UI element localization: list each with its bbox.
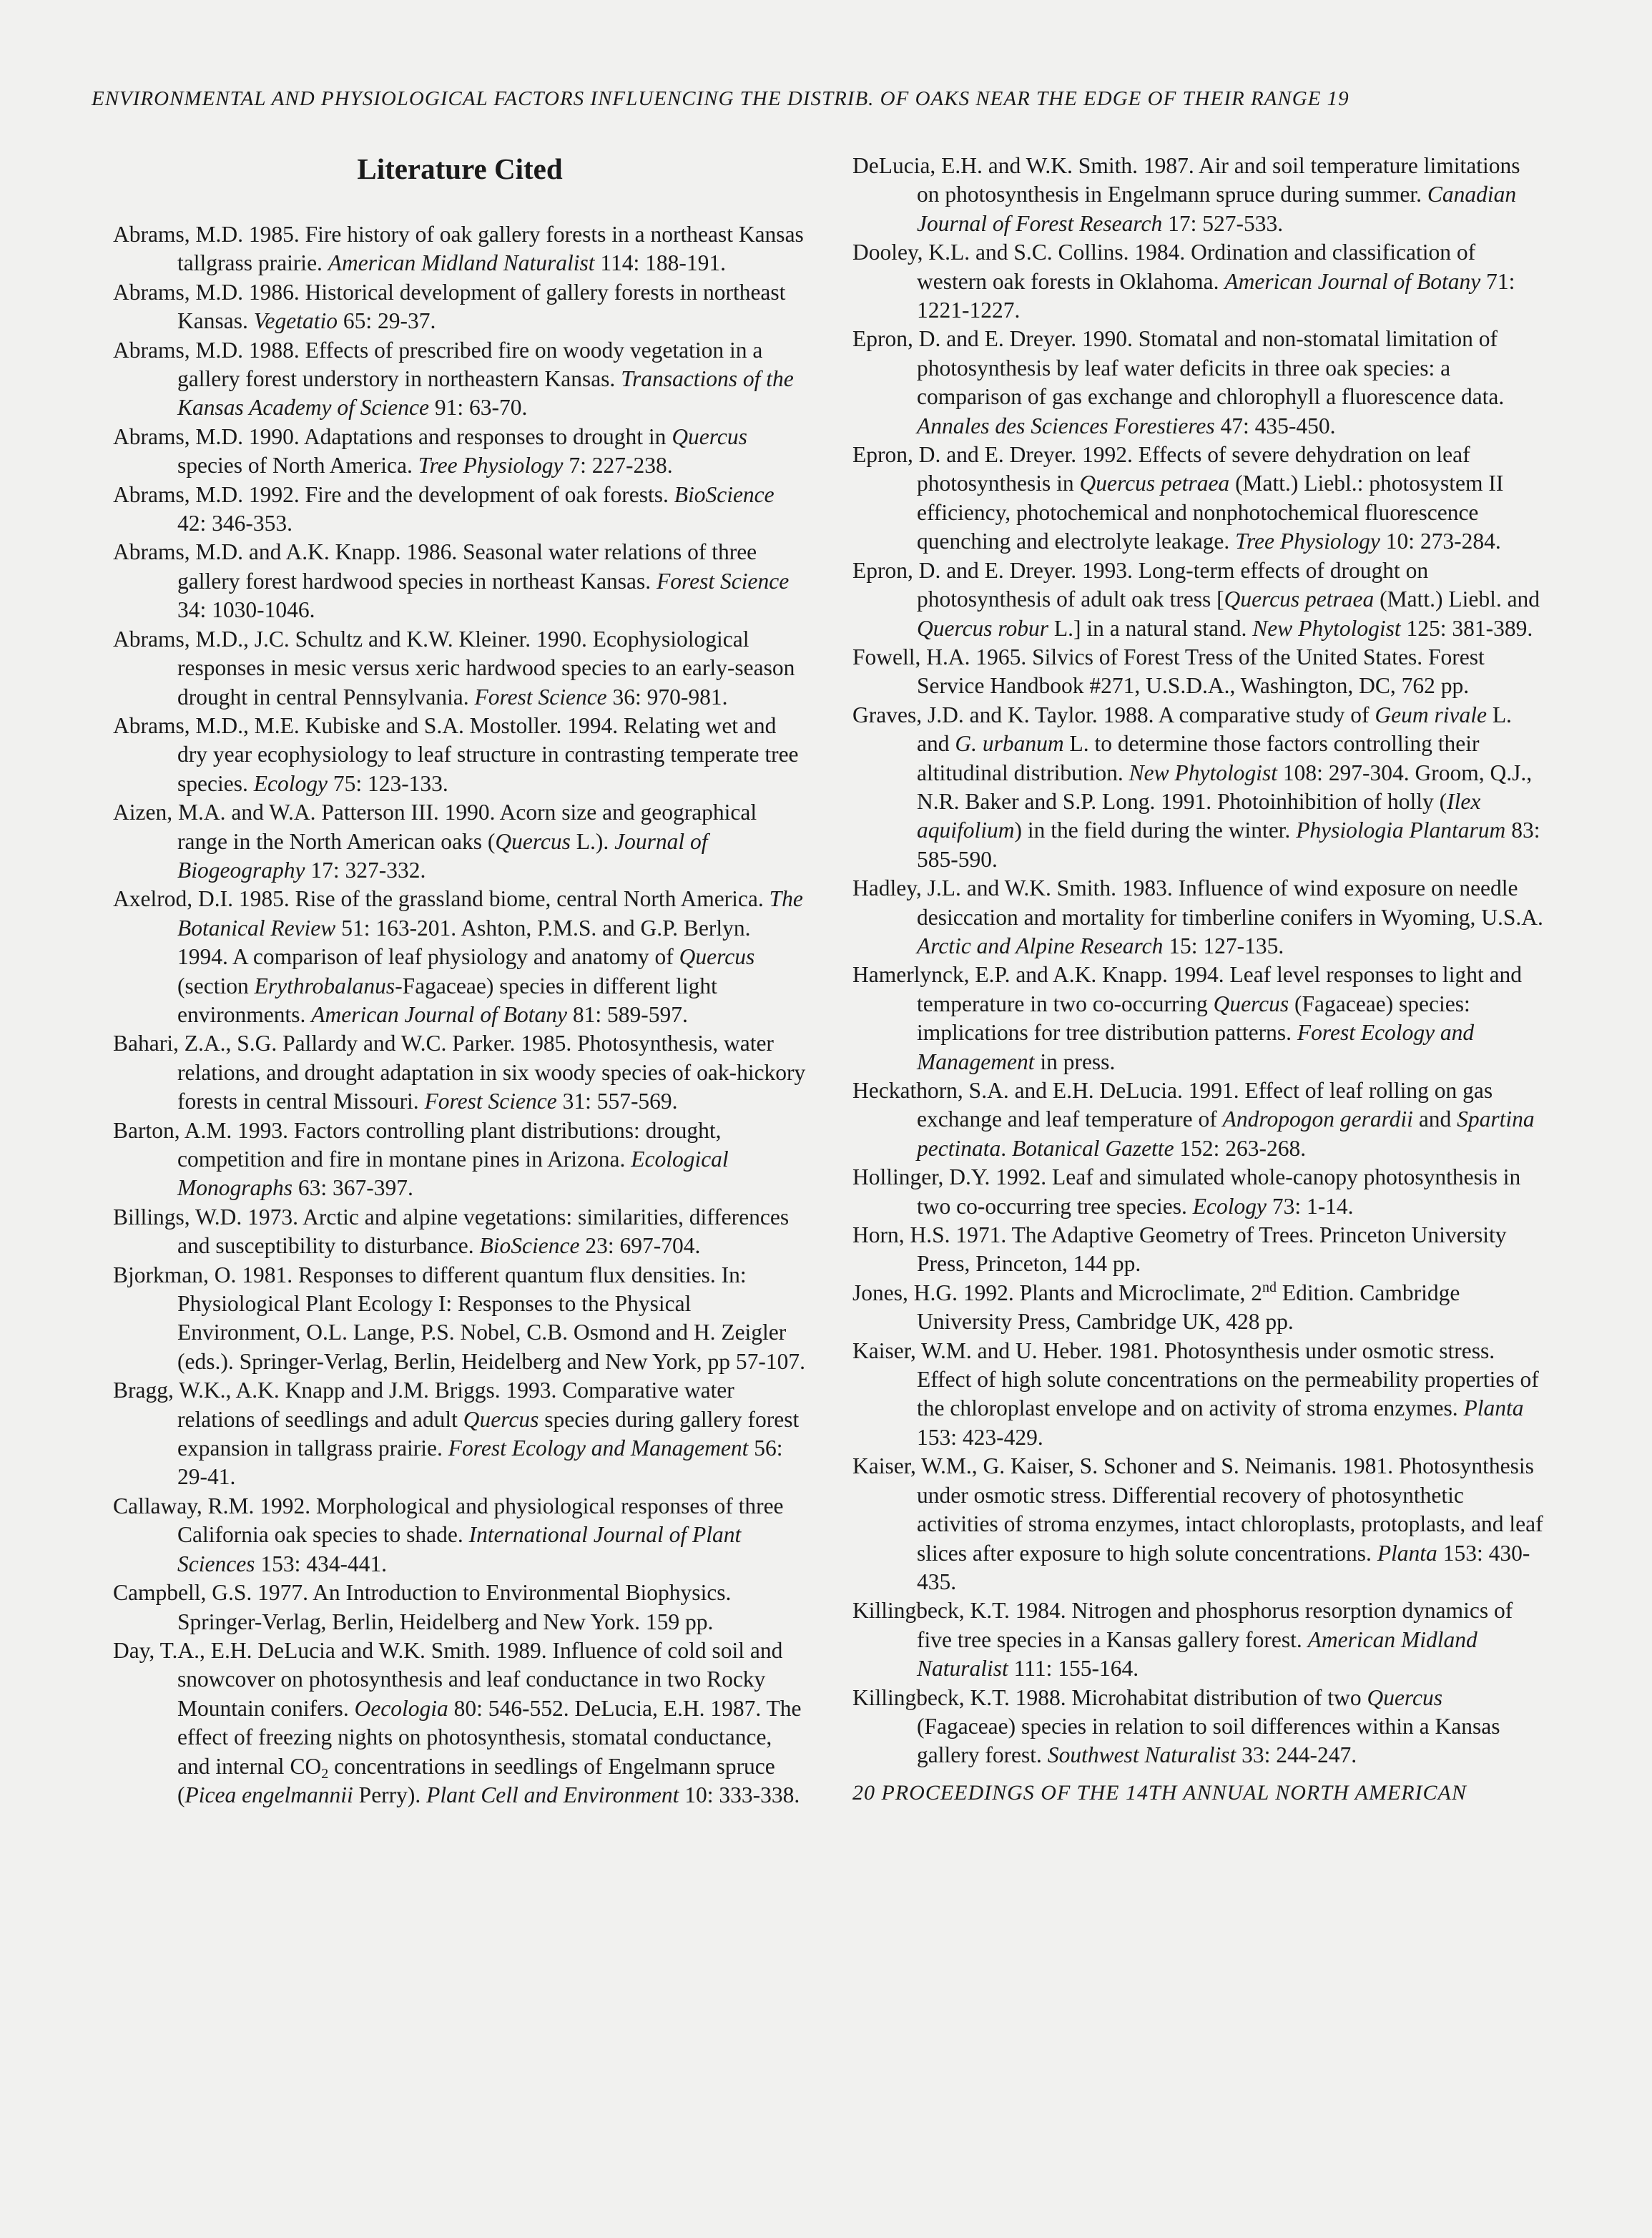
reference-italic: Canadian Journal of Forest Research (917, 182, 1517, 236)
reference-text: (section (177, 973, 255, 998)
reference-entry (852, 325, 1546, 441)
reference-text: species during gallery forest expansion in tallgrass prairie. (177, 1406, 800, 1461)
reference-italic: Picea engelmannii (185, 1782, 353, 1807)
reference-italic: Geum rivale (1375, 702, 1487, 727)
reference-text: nd (1262, 1279, 1277, 1295)
reference-italic: Quercus (679, 944, 755, 970)
reference-text: Horn, H.S. 1971. The Adaptive Geometry of Trees. Princeton University Press, Princeton, 144 pp. (852, 1222, 1507, 1277)
reference-text: 51: 163-201. Ashton, P.M.S. and G.P. Berlyn. 1994. A comparison of leaf physiology and anatomy of (177, 915, 751, 970)
reference-entry (113, 1029, 807, 1116)
reference-text: Abrams, M.D. 1992. Fire and the development of oak forests. (113, 481, 674, 507)
reference-italic: Tree Physiology (1235, 529, 1380, 554)
reference-text: and (1412, 1106, 1457, 1132)
reference-text: Fowell, H.A. 1965. Silvics of Forest Tress of the United States. Forest Service Handbook #271, U.S.D.A., Washington, DC, 762 pp. (852, 644, 1485, 699)
reference-text: 23: 697-704. (579, 1233, 701, 1259)
reference-italic: The Botanical Review (177, 886, 803, 941)
reference-text: DeLucia, E.H. and W.K. Smith. 1987. Air and soil temperature limitations on photosynthesis in Engelmann spruce during summer. (852, 153, 1520, 207)
reference-italic: Andropogon gerardii (1222, 1106, 1413, 1132)
reference-text: Jones, H.G. 1992. Plants and Microclimate, 2 (852, 1280, 1263, 1305)
reference-italic: Vegetatio (253, 308, 338, 334)
reference-italic: Arctic and Alpine Research (917, 933, 1164, 958)
reference-italic: Quercus (1367, 1684, 1443, 1710)
reference-entry (113, 625, 807, 712)
reference-entry (113, 423, 807, 481)
reference-italic: Spartina pectinata (917, 1106, 1535, 1161)
reference-text: 63: 367-397. (292, 1175, 413, 1201)
reference-italic: Ecological Monographs (177, 1147, 729, 1201)
reference-text: Day, T.A., E.H. DeLucia and W.K. Smith. 1989. Influence of cold soil and snowcover on photosynthesis and leaf conductance in two Rocky Mountain conifers. (113, 1637, 783, 1721)
reference-text: 36: 970-981. (606, 684, 728, 710)
reference-text: . (1000, 1135, 1012, 1161)
reference-italic: American Midland Naturalist (328, 250, 595, 276)
reference-italic: Oecologia (354, 1695, 448, 1721)
reference-text: 153: 434-441. (255, 1551, 388, 1576)
reference-entry (113, 885, 807, 1029)
reference-text: 91: 63-70. (428, 395, 528, 421)
reference-text: Killingbeck, K.T. 1988. Microhabitat distribution of two (852, 1684, 1367, 1710)
reference-text: 2 (321, 1765, 329, 1782)
reference-text: 153: 430-435. (917, 1540, 1530, 1594)
reference-text: 56: 29-41. (177, 1435, 783, 1490)
reference-text: 65: 29-37. (337, 308, 436, 334)
reference-text: Dooley, K.L. and S.C. Collins. 1984. Ordination and classification of western oak forests in Oklahoma. (852, 240, 1476, 294)
reference-text: Bjorkman, O. 1981. Responses to different quantum flux densities. In: Physiological Plant Ecology I: Responses to the Physical Environment, O.L. Lange, P.S. Nobel, C.B. Osmond and H. Zeigler (eds.). Springer-Verlag, Berlin, Heidelberg and New York, pp 57-107. (113, 1262, 805, 1374)
reference-entry (852, 1163, 1546, 1221)
reference-italic: Tree Physiology (418, 453, 564, 478)
reference-italic: G. urbanum (955, 731, 1064, 757)
reference-text: Abrams, M.D. 1985. Fire history of oak gallery forests in a northeast Kansas tallgrass prairie. (113, 222, 804, 276)
reference-entry (852, 1221, 1546, 1279)
reference-italic: Ecology (253, 770, 328, 796)
reference-entry (113, 336, 807, 423)
reference-text: Abrams, M.D., M.E. Kubiske and S.A. Mostoller. 1994. Relating wet and dry year ecophysiology to leaf structure in contrasting temperate tree species. (113, 712, 799, 796)
reference-text: 125: 381-389. (1400, 615, 1533, 641)
reference-text: 42: 346-353. (177, 511, 292, 536)
reference-italic: Quercus robur (917, 615, 1049, 641)
reference-text: Graves, J.D. and K. Taylor. 1988. A comparative study of (852, 702, 1375, 727)
reference-entry (852, 701, 1546, 874)
reference-text: 31: 557-569. (556, 1089, 678, 1114)
reference-entry (852, 874, 1546, 961)
reference-entry (852, 961, 1546, 1076)
reference-text: 111: 155-164. (1008, 1656, 1139, 1682)
reference-text: Campbell, G.S. 1977. An Introduction to Environmental Biophysics. Springer-Verlag, Berlin, Heidelberg and New York. 159 pp. (113, 1580, 732, 1634)
running-head: ENVIRONMENTAL AND PHYSIOLOGICAL FACTORS INFLUENCING THE DISTRIB. OF OAKS NEAR THE EDGE OF THEIR RANGE 19 (92, 87, 1349, 110)
reference-italic: Quercus petraea (1079, 471, 1230, 496)
reference-entry (852, 1684, 1546, 1770)
reference-entry (113, 1261, 807, 1377)
reference-italic: Quercus (463, 1406, 539, 1432)
section-title: Literature Cited (357, 152, 563, 185)
reference-text: Hollinger, D.Y. 1992. Leaf and simulated whole-canopy photosynthesis in two co-occurring tree species. (852, 1164, 1521, 1219)
reference-italic: American Midland Naturalist (917, 1626, 1478, 1682)
reference-text: (Fagaceae) species in relation to soil differences within a Kansas gallery forest. (917, 1713, 1500, 1768)
reference-italic: Botanical Gazette (1011, 1135, 1174, 1161)
reference-entry (852, 152, 1546, 238)
reference-text: Epron, D. and E. Dreyer. 1992. Effects of severe dehydration on leaf photosynthesis in (852, 442, 1470, 496)
reference-text: Hamerlynck, E.P. and A.K. Knapp. 1994. Leaf level responses to light and temperature in two co-occurring (852, 962, 1523, 1016)
reference-text: 108: 297-304. Groom, Q.J., N.R. Baker and S.P. Long. 1991. Photoinhibition of holly ( (917, 760, 1533, 814)
reference-italic: Forest Ecology and Management (448, 1435, 749, 1461)
reference-text: ) in the field during the winter. (1014, 818, 1297, 843)
reference-text: 83: 585-590. (917, 818, 1540, 872)
right-column (852, 152, 1546, 1807)
reference-entry (852, 1076, 1546, 1163)
reference-entry (113, 220, 807, 278)
reference-entry (852, 238, 1546, 325)
reference-text: 17: 527-533. (1162, 210, 1284, 236)
reference-text: (Matt.) Liebl. and (1374, 587, 1540, 612)
reference-entry (113, 278, 807, 336)
reference-entry (852, 1452, 1546, 1596)
reference-italic: Forest Ecology and Management (917, 1020, 1475, 1074)
reference-text: 71: 1221-1227. (917, 268, 1515, 323)
reference-text: Abrams, M.D. and A.K. Knapp. 1986. Seasonal water relations of three gallery forest hardwood species in northeast Kansas. (113, 539, 757, 594)
reference-entry (113, 798, 807, 885)
reference-text: Bahari, Z.A., S.G. Pallardy and W.C. Parker. 1985. Photosynthesis, water relations, and drought adaptation in six woody species of oak-hickory forests in central Missouri. (113, 1031, 806, 1114)
right-reference-list (852, 152, 1546, 1770)
reference-entry (113, 538, 807, 624)
reference-text: 17: 327-332. (305, 857, 426, 883)
reference-text: Killingbeck, K.T. 1984. Nitrogen and phosphorus resorption dynamics of five tree species in a Kansas gallery forest. (852, 1598, 1513, 1652)
reference-text: (Matt.) Liebl.: photosystem II efficiency, photochemical and nonphotochemical fluorescence quenching and electrolyte leakage. (917, 471, 1504, 554)
reference-text: Billings, W.D. 1973. Arctic and alpine vegetations: similarities, differences and susceptibility to disturbance. (113, 1204, 790, 1259)
reference-text: 15: 127-135. (1163, 933, 1284, 958)
reference-text: Hadley, J.L. and W.K. Smith. 1983. Influence of wind exposure on needle desiccation and mortality for timberline conifers in Wyoming, U.S.A. (852, 875, 1543, 930)
reference-italic: New Phytologist (1252, 615, 1401, 641)
reference-entry (852, 556, 1546, 643)
reference-text: Aizen, M.A. and W.A. Patterson III. 1990. Acorn size and geographical range in the North American oaks ( (113, 800, 757, 854)
reference-text: Abrams, M.D., J.C. Schultz and K.W. Kleiner. 1990. Ecophysiological responses in mesic versus xeric hardwood species to an early-season drought in central Pennsylvania. (113, 626, 795, 710)
reference-text: Barton, A.M. 1993. Factors controlling plant distributions: drought, competition and fire in montane pines in Arizona. (113, 1117, 722, 1172)
reference-text: Abrams, M.D. 1990. Adaptations and responses to drought in (113, 423, 672, 449)
page-footer: 20 PROCEEDINGS OF THE 14TH ANNUAL NORTH AMERICAN (852, 1780, 1467, 1805)
reference-italic: BioScience (479, 1233, 580, 1259)
reference-text: 81: 589-597. (567, 1001, 688, 1027)
reference-text: 33: 244-247. (1236, 1742, 1357, 1768)
reference-text: 73: 1-14. (1266, 1193, 1354, 1219)
reference-text: -Fagaceae) species in different light environments. (177, 973, 717, 1027)
reference-text: Epron, D. and E. Dreyer. 1993. Long-term effects of drought on photosynthesis of adult oak tress [ (852, 557, 1429, 612)
reference-text: Epron, D. and E. Dreyer. 1990. Stomatal and non-stomatal limitation of photosynthesis by leaf water deficits in three oak species: a comparison of gas exchange and chlorophyll a fluorescence data. (852, 326, 1505, 410)
reference-entry (852, 643, 1546, 701)
reference-entry (113, 1579, 807, 1636)
reference-italic: Quercus (495, 828, 571, 854)
reference-text: Kaiser, W.M. and U. Heber. 1981. Photosynthesis under osmotic stress. Effect of high solute concentrations on the permeability properties of the chloroplast envelope and on activity of stroma enzymes. (852, 1338, 1539, 1421)
reference-text: Bragg, W.K., A.K. Knapp and J.M. Briggs. 1993. Comparative water relations of seedlings and adult (113, 1378, 734, 1432)
left-column (113, 152, 807, 1810)
reference-text: in press. (1034, 1049, 1116, 1074)
reference-text: Perry). (353, 1782, 427, 1807)
reference-text: L.). (570, 828, 615, 854)
reference-text: Edition. Cambridge University Press, Cambridge UK, 428 pp. (917, 1280, 1460, 1335)
reference-text: Callaway, R.M. 1992. Morphological and physiological responses of three California oak species to shade. (113, 1493, 784, 1548)
reference-text: 114: 188-191. (594, 250, 726, 276)
reference-italic: Quercus petraea (1224, 587, 1375, 612)
reference-italic: BioScience (674, 481, 775, 507)
reference-entry (113, 1116, 807, 1203)
reference-italic: American Journal of Botany (1224, 268, 1481, 294)
reference-entry (852, 441, 1546, 556)
reference-text: species of North America. (177, 453, 418, 478)
reference-italic: Quercus (672, 423, 747, 449)
reference-text: L. and (917, 702, 1512, 757)
reference-text: 10: 273-284. (1380, 529, 1501, 554)
reference-text: 80: 546-552. DeLucia, E.H. 1987. The effect of freezing nights on photosynthesis, stomatal conductance, and internal CO (177, 1695, 802, 1779)
reference-entry (852, 1279, 1546, 1337)
reference-entry (113, 1203, 807, 1261)
reference-entry (113, 481, 807, 539)
reference-italic: Physiologia Plantarum (1296, 818, 1506, 843)
reference-text: L.] in a natural stand. (1048, 615, 1253, 641)
reference-text: Axelrod, D.I. 1985. Rise of the grassland biome, central North America. (113, 886, 770, 912)
reference-italic: Transactions of the Kansas Academy of Science (177, 366, 794, 421)
reference-text: 152: 263-268. (1174, 1135, 1307, 1161)
reference-text: Kaiser, W.M., G. Kaiser, S. Schoner and S. Neimanis. 1981. Photosynthesis under osmotic stress. Differential recovery of photosynthetic activities of stroma enzymes, intact chloroplasts, protoplasts, and leaf slices after exposure to high solute concentrations. (852, 1453, 1543, 1566)
reference-text: Heckathorn, S.A. and E.H. DeLucia. 1991. Effect of leaf rolling on gas exchange and leaf temperature of (852, 1078, 1493, 1132)
reference-entry (113, 1376, 807, 1492)
reference-italic: Ecology (1192, 1193, 1267, 1219)
reference-italic: Journal of Biogeography (177, 828, 708, 883)
reference-italic: Ilex aquifolium (917, 788, 1481, 843)
reference-text: 7: 227-238. (563, 453, 673, 478)
reference-entry (113, 712, 807, 798)
reference-italic: Southwest Naturalist (1047, 1742, 1236, 1768)
reference-italic: Quercus (1213, 991, 1289, 1016)
reference-italic: Erythrobalanus (254, 973, 395, 998)
reference-italic: International Journal of Plant Sciences (177, 1522, 742, 1576)
reference-text: concentrations in seedlings of Engelmann spruce ( (177, 1753, 775, 1807)
reference-entry (852, 1337, 1546, 1453)
reference-italic: Planta (1463, 1395, 1524, 1421)
reference-italic: Annales des Sciences Forestieres (917, 413, 1215, 438)
reference-entry (113, 1492, 807, 1579)
reference-text: 34: 1030-1046. (177, 597, 315, 623)
reference-text: 47: 435-450. (1214, 413, 1336, 438)
reference-text: 10: 333-338. (679, 1782, 800, 1807)
reference-text: 75: 123-133. (327, 770, 448, 796)
reference-entry (113, 1636, 807, 1810)
reference-text: 153: 423-429. (917, 1424, 1043, 1450)
reference-italic: Planta (1377, 1540, 1437, 1566)
reference-text: L. to determine those factors controlling their altitudinal distribution. (917, 731, 1480, 785)
reference-italic: Forest Science (424, 1089, 557, 1114)
reference-italic: Plant Cell and Environment (426, 1782, 679, 1807)
reference-text: Abrams, M.D. 1986. Historical development of gallery forests in northeast Kansas. (113, 279, 786, 334)
reference-italic: Forest Science (474, 684, 607, 710)
reference-italic: American Journal of Botany (311, 1001, 568, 1027)
reference-text: Abrams, M.D. 1988. Effects of prescribed fire on woody vegetation in a gallery forest understory in northeastern Kansas. (113, 337, 763, 392)
reference-italic: New Phytologist (1129, 760, 1277, 785)
reference-italic: Forest Science (657, 568, 790, 594)
left-reference-list (113, 220, 807, 1810)
reference-text: (Fagaceae) species: implications for tree distribution patterns. (917, 991, 1470, 1046)
reference-entry (852, 1596, 1546, 1683)
